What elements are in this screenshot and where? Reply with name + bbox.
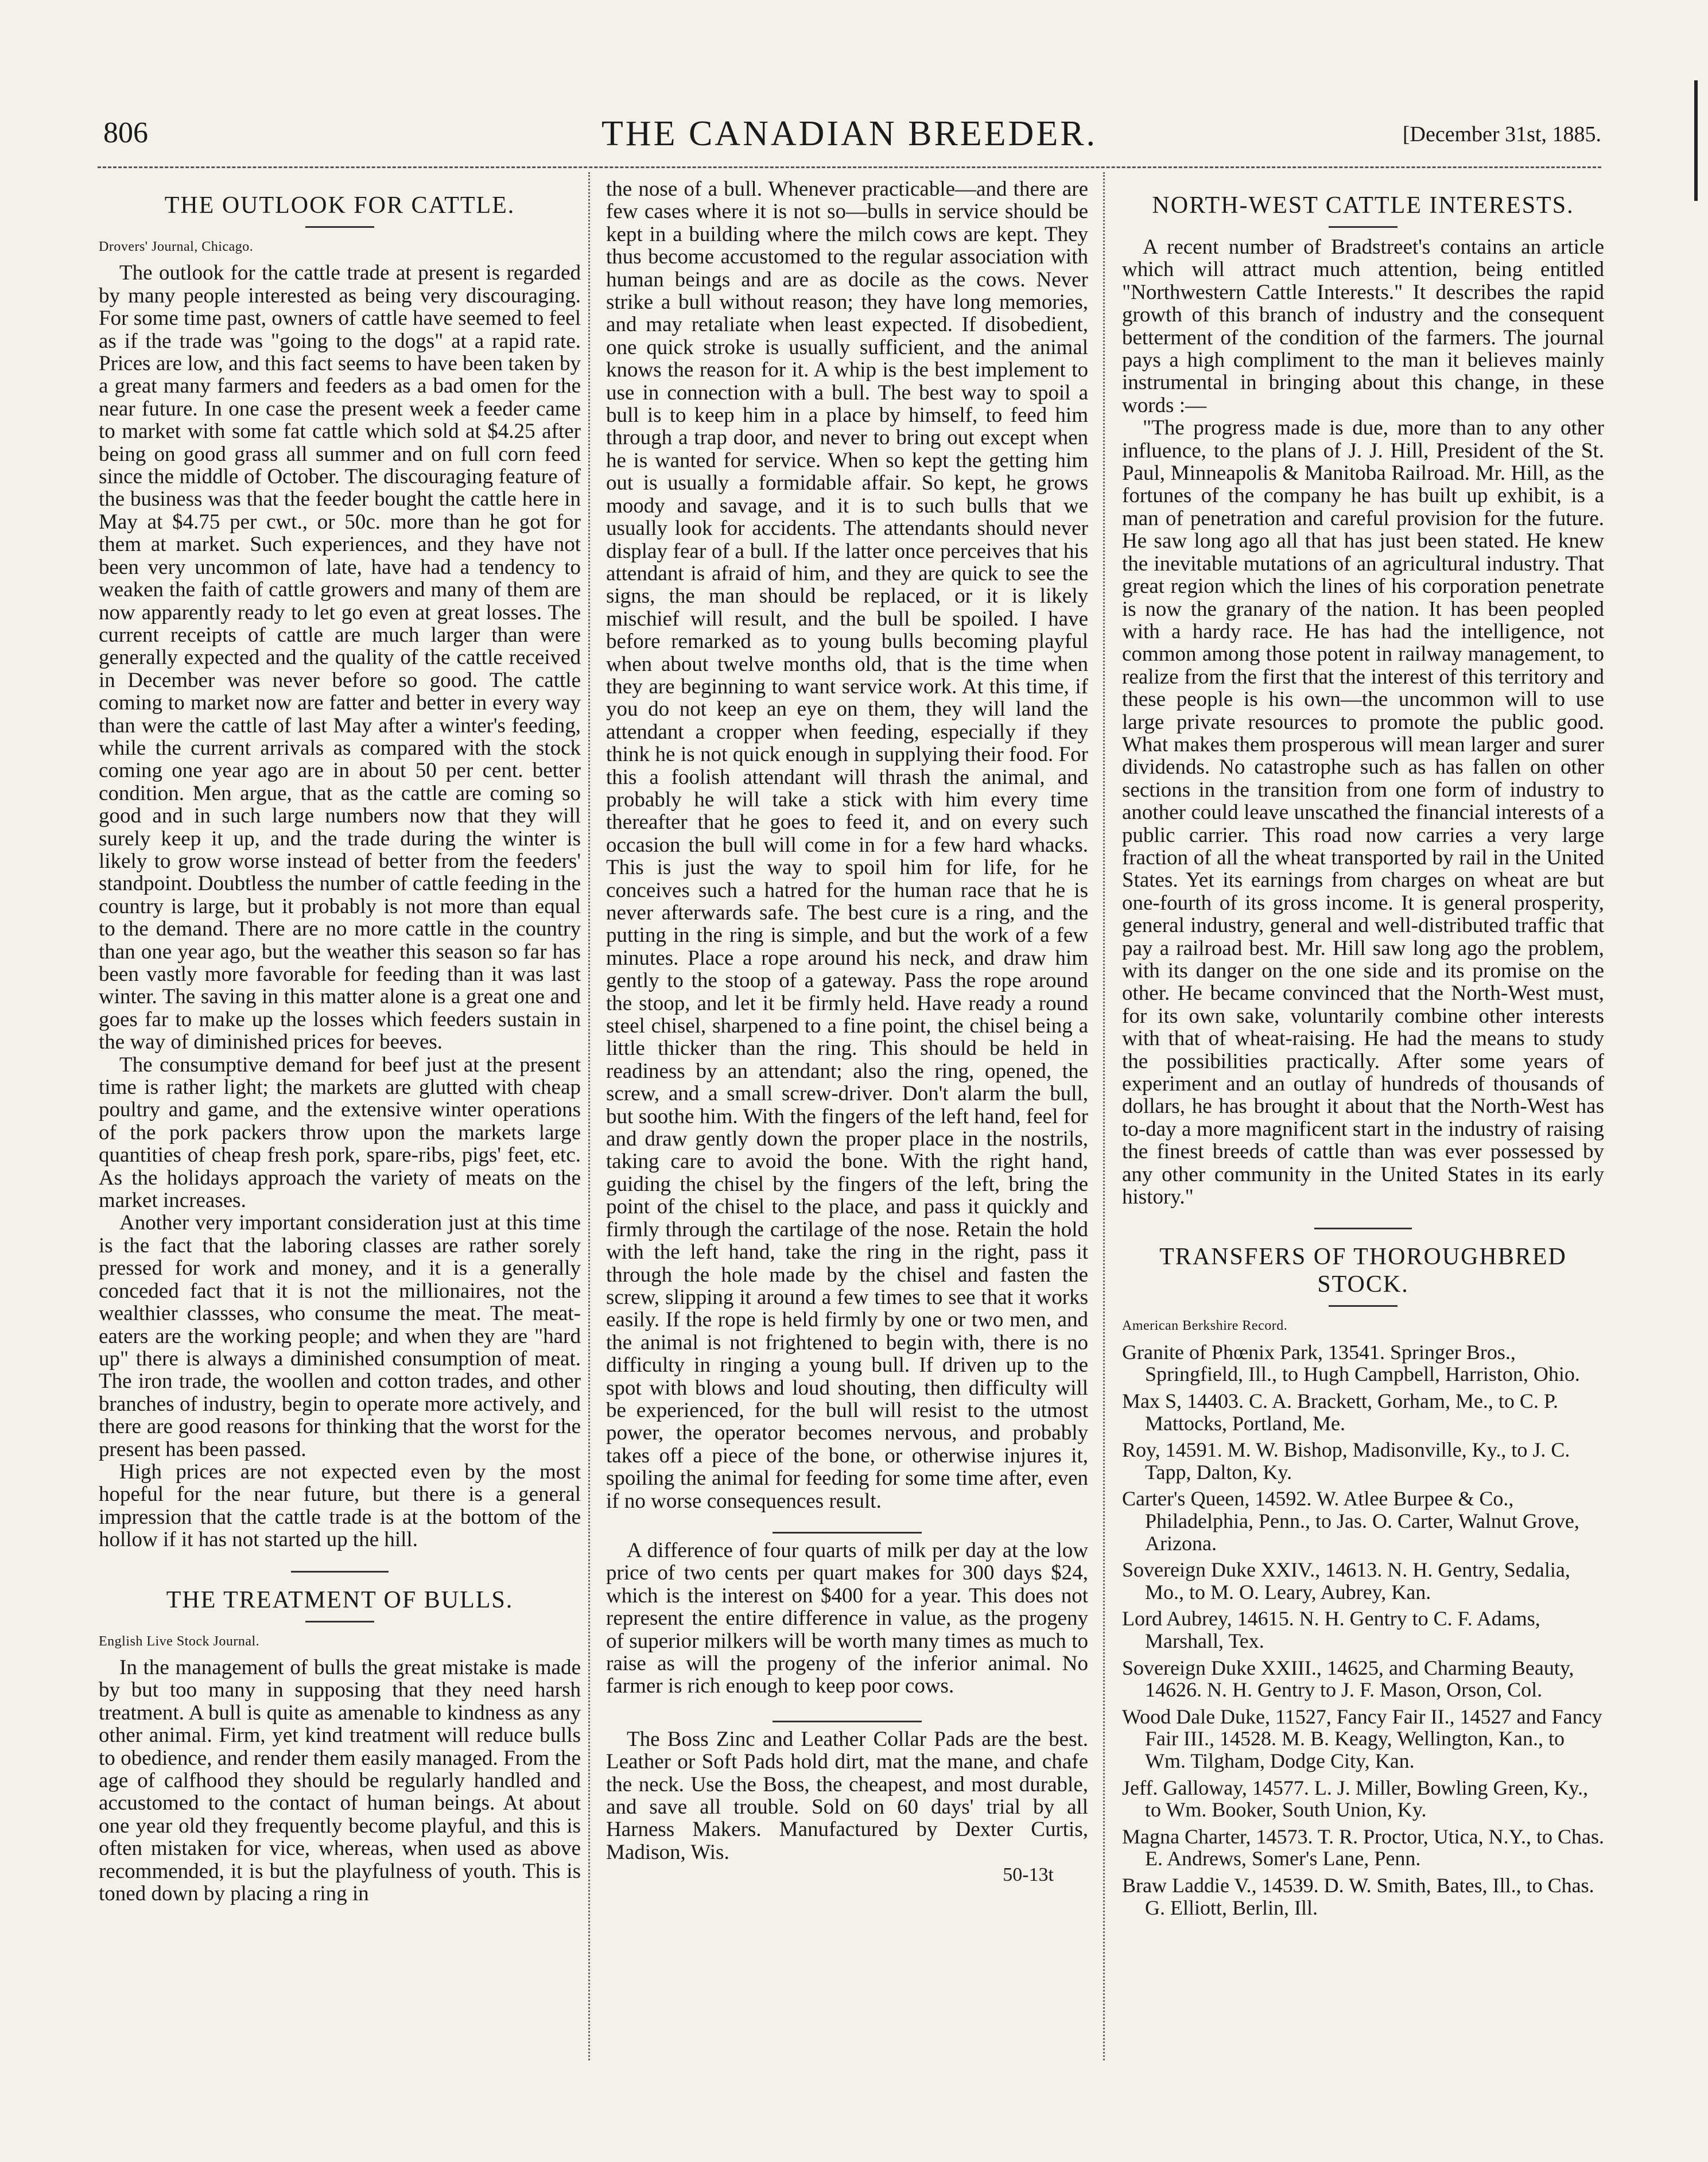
bulls-paragraph: In the management of bulls the great mistake is made by but too many in supposing that they need harsh treatment. A bull is quite as amenable to kindness as any other animal. Firm, yet kind treatment will reduce bulls to obedience, and render them easily managed. From the age of calfhood they should be regularly handled and accustomed to the contact of human beings. At about one year old they frequently become playful, and this is often mistaken for vice, whereas, when used as above recommended, it is but the playfulness of youth. This is toned down by placing a ring in (99, 1655, 581, 1906)
article-paragraph: High prices are not expected even by the most hopeful for the near future, but there is a general impression that the cattle trade is at the bottom of the hollow if it has not started up the hill. (99, 1460, 581, 1552)
transfer-entry: Sovereign Duke XXIV., 14613. N. H. Gentry, Sedalia, Mo., to M. O. Leary, Aubrey, Kan. (1122, 1558, 1570, 1604)
column-1 (99, 178, 581, 1905)
transfer-entry: Lord Aubrey, 14615. N. H. Gentry to C. F. Adams, Marshall, Tex. (1122, 1607, 1540, 1652)
column-3 (1122, 178, 1604, 1923)
article-title-bulls: THE TREATMENT OF BULLS. (166, 1586, 514, 1613)
bulls-paragraph-continued: the nose of a bull. Whenever practicable—and there are few cases where it is not so—bulls in service should be kept in a building where the milch cows are kept. They thus become accustomed to the regular association with human beings and are as docile as the cows. Never strike a bull without reason; they have long memories, and may retaliate when least expected. If disobedient, one quick stroke is usually sufficient, and the animal knows the reason for it. A whip is the best implement to use in connection with a bull. The best way to spoil a bull is to keep him in a place by himself, to feed him through a trap door, and never to bring out except when he is wanted for service. When so kept the getting him out is usually a formidable affair. So kept, he grows moody and savage, and it is to such bulls that we usually look for accidents. The attendants should never display fear of a bull. If the latter once perceives that his attendant is afraid of him, and they are quick to see the signs, the man should be replaced, or it is likely mischief will result, and the bull be spoiled. I have before remarked as to young bulls becoming playful when about twelve months old, that is the time when they are beginning to want service work. At this time, if you do not keep an eye on them, they will land the attendant a cropper when feeding, especially if they think he is not quick enough in supplying their food. For this a foolish attendant will thrash the animal, and probably he will take a stick with him every time thereafter that he goes to feed it, and on every such occasion the bull will come in for a few hard whacks. This is just the way to spoil him for life, for he conceives such a hatred for the human race that he is never afterwards safe. The best cure is a ring, and the putting in the ring is simple, and but the work of a few minutes. Place a rope around his neck, and draw him gently to the stoop of a gateway. Pass the rope around the stoop, and let it be firmly held. Have ready a round steel chisel, sharpened to a fine point, the chisel being a little thicker than the ring. This should be held in readiness by an attendant; also the ring, opened, the screw, and a small screw-driver. Don't alarm the bull, but soothe him. With the fingers of the left hand, feel for and draw gently down the proper place in the nostrils, taking care to avoid the bone. With the right hand, guiding the chisel by the fingers of the left, bring the point of the chisel to the place, and pass it quickly and firmly through the cartilage of the nose. Retain the hold with the left hand, take the ring in the right, pass it through the hole made by the chisel and fasten the screw, slipping it around a few times to see that it works easily. If the rope is held firmly by one or two men, and the animal is not frightened to begin with, there is no difficulty in ringing a young bull. If driven up to the spot with blows and loud shouting, then difficulty will be experienced, for the bull will resist to the utmost power, the operator becomes nervous, and probably takes off a piece of the bone, or otherwise injures it, spoiling the animal for feeding for some time after, even if no worse consequences result. (606, 177, 1088, 1513)
transfer-entry: Roy, 14591. M. W. Bishop, Madisonville, Ky., to J. C. Tapp, Dalton, Ky. (1122, 1438, 1570, 1484)
article-title-outlook: THE OUTLOOK FOR CATTLE. (164, 192, 515, 219)
header-rule (98, 166, 1601, 168)
transfer-entry: Wood Dale Duke, 11527, Fancy Fair II., 14527 and Fancy Fair III., 14528. M. B. Keagy, Wellington, Kan., to Wm. Tilgham, Dodge City, Kan. (1122, 1705, 1602, 1772)
transfer-entry: Braw Laddie V., 14539. D. W. Smith, Bates, Ill., to Chas. G. Elliott, Berlin, Ill. (1122, 1873, 1594, 1919)
section-separator (1314, 1228, 1412, 1229)
transfer-entry: Jeff. Galloway, 14577. L. J. Miller, Bowling Green, Ky., to Wm. Booker, South Union, Ky. (1122, 1776, 1589, 1822)
column-divider (1103, 172, 1105, 2060)
advertisement-code: 50-13t (1003, 1864, 1054, 1886)
article-title-transfers: TRANSFERS OF THOROUGHBRED STOCK. (1159, 1244, 1567, 1298)
transfer-entry: Carter's Queen, 14592. W. Atlee Burpee & Co., Philadelphia, Penn., to Jas. O. Carter, Walnut Grove, Arizona. (1122, 1487, 1579, 1555)
article-paragraph: A recent number of Bradstreet's contains an article which will attract much attention, being entitled "Northwestern Cattle Interests." It describes the rapid growth of this branch of industry and the consequent betterment of the condition of the farmers. The journal pays a high compliment to the man it believes mainly instrumental in bringing about this change, in these words :— (1122, 235, 1604, 417)
article-paragraph: The consumptive demand for beef just at the present time is rather light; the markets are glutted with cheap poultry and game, and the extensive winter operations of the pork packers throw upon the markets large quantities of cheap fresh pork, spare-ribs, pigs' feet, etc. As the holidays approach the variety of meats on the market increases. (99, 1053, 581, 1213)
column-2 (606, 178, 1088, 1887)
transfers-section (1122, 1243, 1604, 1919)
milk-note: A difference of four quarts of milk per day at the low price of two cents per quart makes for 300 days $24, which is the interest on $400 for a year. This does not represent the entire difference in value, as the progeny of superior milkers will be worth many times as much to raise as will the progeny of the inferior animal. No farmer is rich enough to keep poor cows. (606, 1538, 1088, 1698)
article-paragraph: Another very important consideration just at this time is the fact that the laboring classes are rather sorely pressed for work and money, and it is a generally conceded fact that it is not the millionaires, not the wealthier classses, who consume the meat. The meat-eaters are the working people; and when they are "hard up" there is always a diminished consumption of meat. The iron trade, the woollen and cotton trades, and other branches of industry, begin to operate more actively, and there are good reasons for thinking that the worst for the present has been passed. (99, 1211, 581, 1461)
article-source: American Berkshire Record. (1122, 1318, 1288, 1334)
article-paragraph: "The progress made is due, more than to any other influence, to the plans of J. J. Hill, President of the St. Paul, Minneapolis & Manitoba Railroad. Mr. Hill, as the fortunes of the company he has built up exhibit, is a man of penetration and careful provision for the future. He saw long ago all that has just been stated. He knew the inevitable mutations of an agricultural industry. That great region which the lines of his corporation penetrate is now the granary of the nation. It has been peopled with a hardy race. He has had the intelligence, not common among those potent in railway management, to realize from the first that the interest of this territory and these people is his own—the uncommon will to use large private resources to promote the public good. What makes them prosperous will mean larger and surer dividends. No catastrophe such as has fallen on other sections in the transition from one form of industry to another could leave unscathed the financial interests of a public carrier. This road now carries a very large fraction of all the wheat transported by rail in the United States. Yet its earnings from charges on wheat are but one-fourth of its gross income. It is general prosperity, general industry, general and well-distributed traffic that pay a railroad best. Mr. Hill saw long ago the problem, with its danger on the one side and its promise on the other. He became convinced that the North-West must, for its own sake, voluntarily combine other interests with that of wheat-raising. He had the means to study the possibilities practically. After some years of experiment and an outlay of hundreds of thousands of dollars, he has brought it about that the North-West has to-day a more magnificent start in the industry of raising the finest breeds of cattle than was ever possessed by any other community in the United States in its early history." (1122, 416, 1604, 1209)
title-rule (1329, 1305, 1398, 1307)
title-rule (305, 226, 374, 228)
page-number: 806 (103, 117, 148, 149)
newspaper-title: THE CANADIAN BREEDER. (601, 114, 1098, 153)
section-separator (773, 1532, 922, 1534)
issue-date: [December 31st, 1885. (1402, 122, 1601, 146)
transfer-entry: Granite of Phœnix Park, 13541. Springer Bros., Springfield, Ill., to Hugh Campbell, Harriston, Ohio. (1122, 1340, 1580, 1386)
article-source: English Live Stock Journal. (99, 1633, 260, 1649)
transfer-entry: Magna Charter, 14573. T. R. Proctor, Utica, N.Y., to Chas. E. Andrews, Somer's Lane, Penn. (1122, 1825, 1605, 1870)
article-paragraph: The outlook for the cattle trade at present is regarded by many people interested as being very discouraging. For some time past, owners of cattle have seemed to feel as if the trade was "going to the dogs" at a rapid rate. Prices are low, and this fact seems to have been taken by a great many farmers and feeders as a bad omen for the near future. In one case the present week a feeder came to market with some fat cattle which sold at $4.25 after being on good grass all summer and on full corn feed since the middle of October. The discouraging feature of the business was that the feeder bought the cattle here in May at $4.75 per cwt., or 50c. more than he got for them at market. Such experiences, and they have not been very uncommon of late, have had a tendency to weaken the faith of cattle growers and many of them are now apparently ready to let go even at great losses. The current receipts of cattle are much larger than were generally expected and the quality of the cattle received in December was never before so good. The cattle coming to market now are fatter and better in every way than were the cattle of last May after a winter's feeding, while the current arrivals as compared with the stock coming one year ago are in about 50 per cent. better condition. Men argue, that as the cattle are coming so good and in such large numbers now that they will surely keep it up, and the trade during the winter is likely to grow worse instead of better from the feeders' standpoint. Doubtless the number of cattle feeding in the country is large, but it probably is not more than equal to the demand. There are no more cattle in the country than one year ago, but the weather this season so far has been vastly more favorable for feeding than it was last winter. The saving in this matter alone is a great one and goes far to make up the losses which feeders sustain in the way of diminished prices for beeves. (99, 261, 581, 1054)
article-source: Drovers' Journal, Chicago. (99, 239, 254, 254)
transfer-entry: Max S, 14403. C. A. Brackett, Gorham, Me., to C. P. Mattocks, Portland, Me. (1122, 1389, 1558, 1435)
margin-mark (1694, 80, 1698, 201)
article-title-northwest: NORTH-WEST CATTLE INTERESTS. (1152, 192, 1574, 219)
advertisement-text: The Boss Zinc and Leather Collar Pads are the best. Leather or Soft Pads hold dirt, mat the mane, and chafe the neck. Use the Boss, the cheapest, and most durable, and save all trouble. Sold on 60 days' trial by all Harness Makers. Manufactured by Dexter Curtis, Madison, Wis. (606, 1727, 1088, 1864)
section-separator (773, 1721, 922, 1722)
transfer-entry: Sovereign Duke XXIII., 14625, and Charming Beauty, 14626. N. H. Gentry to J. F. Mason, Orson, Col. (1122, 1656, 1574, 1702)
column-divider (588, 172, 590, 2060)
title-rule (1329, 226, 1398, 228)
title-rule (305, 1621, 374, 1623)
page-header (98, 114, 1601, 160)
section-separator (291, 1571, 389, 1573)
